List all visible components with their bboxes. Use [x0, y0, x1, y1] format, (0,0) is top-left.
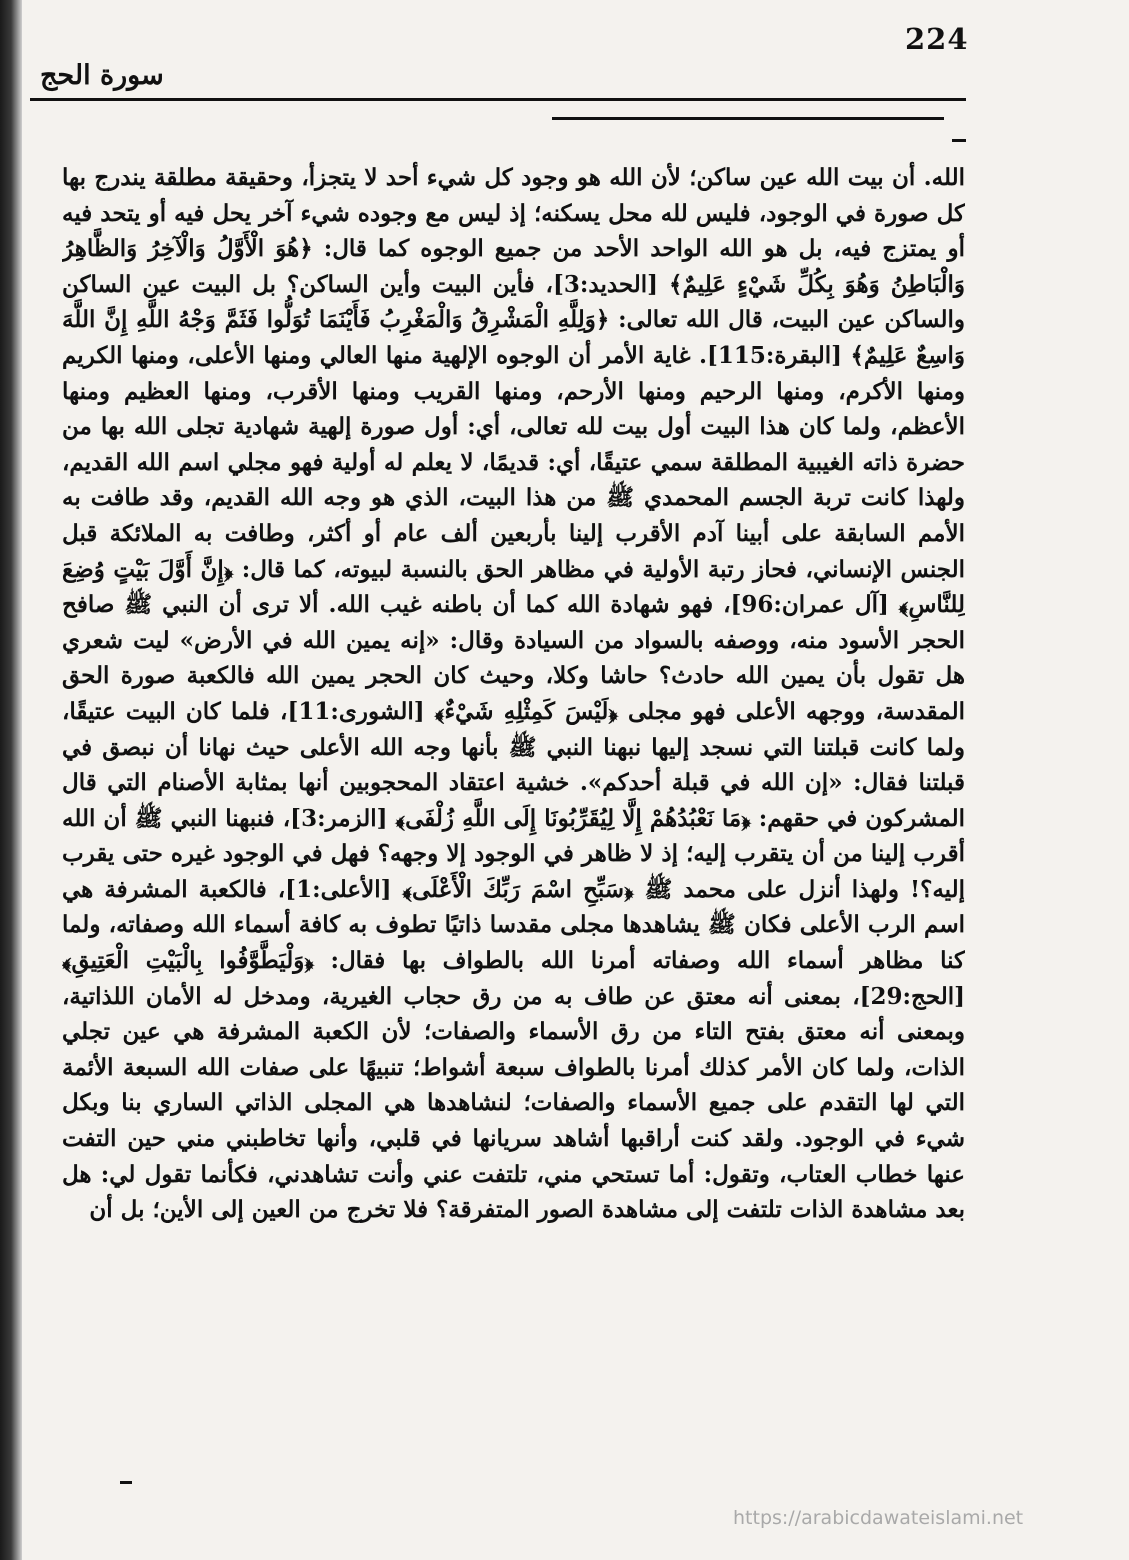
page-number: 224 [905, 22, 969, 56]
header-rule [30, 98, 966, 101]
watermark-url: https://arabicdawateislami.net [733, 1507, 1024, 1529]
margin-tick [120, 1481, 132, 1484]
margin-tick [952, 139, 966, 142]
surah-title: سورة الحج [40, 60, 164, 91]
header-sub-rule [552, 117, 944, 120]
scan-shadow-edge [0, 0, 22, 1560]
body-text: الله. أن بيت الله عين ساكن؛ لأن الله هو وجود كل شيء أحد لا يتجزأ، وحقيقة مطلقة يندرج بها كل صورة في الوجود، فليس لله محل يسكنه؛ إذ ليس مع وجوده شيء آخر يحل فيه أو يتحد فيه أو يمتزج فيه، بل هو الله الواحد الأحد من جميع الوجوه كما قال: ﴿هُوَ الْأَوَّلُ وَالْآخِرُ وَالظَّاهِرُ وَالْبَاطِنُ وَهُوَ بِكُلِّ شَيْءٍ عَلِيمٌ﴾ [الحديد:3]، فأين البيت وأين الساكن؟ بل البيت عين الساكن والساكن عين البيت، قال الله تعالى: ﴿وَلِلَّهِ الْمَشْرِقُ وَالْمَغْرِبُ فَأَيْنَمَا تُوَلُّوا فَثَمَّ وَجْهُ اللَّهِ إِنَّ اللَّهَ وَاسِعٌ عَلِيمٌ﴾ [البقرة:115]. غاية الأمر أن الوجوه الإلهية منها العالي ومنها الأعلى، ومنها الكريم ومنها الأكرم، ومنها الرحيم ومنها الأرحم، ومنها القريب ومنها الأقرب، ومنها العظيم ومنها الأعظم، ولما كان هذا البيت أول بيت لله تعالى، أي: أول صورة إلهية شهادية تجلى الله بها من حضرة ذاته الغيبية المطلقة سمي عتيقًا، أي: قديمًا، لا يعلم له أولية فهو مجلي اسم الله القديم، ولهذا كانت تربة الجسم المحمدي ﷺ من هذا البيت، الذي هو وجه الله القديم، وقد طافت به الأمم السابقة على أبينا آدم الأقرب إلينا بأربعين ألف عام أو أكثر، وطافت به الملائكة قبل الجنس الإنساني، فحاز رتبة الأولية في مظاهر الحق بالنسبة لبيوته، كما قال: ﴿إِنَّ أَوَّلَ بَيْتٍ وُضِعَ لِلنَّاسِ﴾ [آل عمران:96]، فهو شهادة الله كما أن باطنه غيب الله. ألا ترى أن النبي ﷺ صافح الحجر الأسود منه، ووصفه بالسواد من السيادة وقال: «إنه يمين الله في الأرض» ليت شعري هل تقول بأن يمين الله حادث؟ حاشا وكلا، وحيث كان الحجر يمين الله فالكعبة صورة الحق المقدسة، ووجهه الأعلى فهو مجلى ﴿لَيْسَ كَمِثْلِهِ شَيْءٌ﴾ [الشورى:11]، فلما كان البيت عتيقًا، ولما كانت قبلتنا التي نسجد إليها نبهنا النبي ﷺ بأنها وجه الله الأعلى حيث نهانا أن نبصق في قبلتنا فقال: «إن الله في قبلة أحدكم». خشية اعتقاد المحجوبين أنها بمثابة الأصنام التي قال المشركون في حقهم: ﴿مَا نَعْبُدُهُمْ إِلَّا لِيُقَرِّبُونَا إِلَى اللَّهِ زُلْفَى﴾ [الزمر:3]، فنبهنا النبي ﷺ أن الله أقرب إلينا من أن يتقرب إليه؛ إذ لا ظاهر في الوجود إلا وجهه؟ فهل في الوجود غيره حتى يقرب إليه؟! ولهذا أنزل على محمد ﷺ ﴿سَبِّحِ اسْمَ رَبِّكَ الْأَعْلَى﴾ [الأعلى:1]، فالكعبة المشرفة هي اسم الرب الأعلى فكان ﷺ يشاهدها مجلى مقدسا ذاتيًا تطوف به كافة أسماء الله وصفاته، ولما كنا مظاهر أسماء الله وصفاته أمرنا الله بالطواف بها فقال: ﴿وَلْيَطَّوَّفُوا بِالْبَيْتِ الْعَتِيقِ﴾ [الحج:29]، بمعنى أنه معتق عن طاف به من رق حجاب الغيرية، ومدخل له الأمان اللذاتية، وبمعنى أنه معتق بفتح التاء من رق الأسماء والصفات؛ لأن الكعبة المشرفة هي عين تجلي الذات، ولما كان الأمر كذلك أمرنا بالطواف سبعة أشواط؛ تنبيهًا على صفات الله السبعة الأئمة التي لها التقدم على جميع الأسماء والصفات؛ لنشاهدها هي المجلى الذاتي الساري بنا وبكل شيء في الوجود. ولقد كنت أراقبها أشاهد سريانها في قلبي، وأنها تخاطبني مني حين التفت عنها خطاب العتاب، وتقول: أما تستحي مني، تلتفت عني وأنت تشاهدني، فكأنما تقول لي: هل بعد مشاهدة الذات تلتفت إلى مشاهدة الصور المتفرقة؟ فلا تخرج من العين إلى الأين؛ بل أن [62, 164, 965, 1224]
